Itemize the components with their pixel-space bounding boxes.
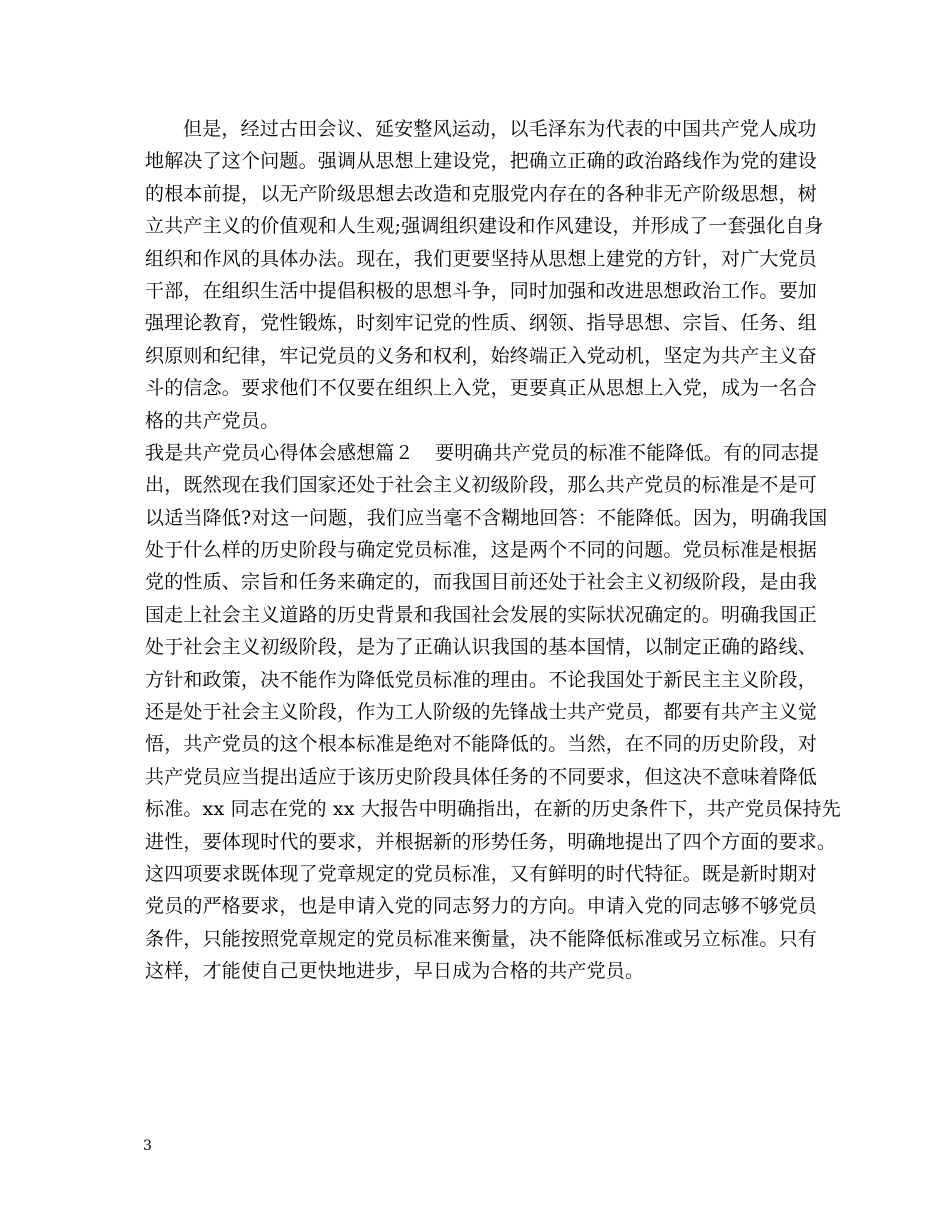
paragraph-line: 干部，在组织生活中提倡积极的思想斗争，同时加强和改进思想政治工作。要加: [145, 279, 818, 302]
document-body: [145, 113, 841, 988]
paragraph-line: 强理论教育，党性锻炼，时刻牢记党的性质、纲领、指导思想、宗旨、任务、组: [145, 312, 818, 335]
paragraph-line: 还是处于社会主义阶段，作为工人阶级的先锋战士共产党员，都要有共产主义觉: [145, 701, 818, 724]
page-number: 3: [143, 1138, 152, 1154]
paragraph-line: 方针和政策，决不能作为降低党员标准的理由。不论我国处于新民主主义阶段，: [145, 668, 818, 691]
paragraph-line: 但是，经过古田会议、延安整风运动，以毛泽东为代表的中国共产党人成功: [183, 118, 817, 140]
section-heading: 我是共产党员心得体会感想篇２: [145, 441, 414, 464]
paragraph-line: 党员的严格要求，也是申请入党的同志努力的方向。申请入党的同志够不够党员: [145, 895, 818, 918]
paragraph-line: 这样，才能使自己更快地进步，早日成为合格的共产党员。: [145, 960, 645, 983]
paragraph-line: 党的性质、宗旨和任务来确定的，而我国目前还处于社会主义初级阶段，是由我: [145, 571, 818, 594]
paragraph-line: 悟，共产党员的这个根本标准是绝对不能降低的。当然，在不同的历史阶段，对: [145, 733, 818, 756]
section-heading-line: [145, 437, 820, 469]
paragraph-line: 标准。xx 同志在党的 xx 大报告中明确指出，在新的历史条件下，共产党员保持先: [145, 798, 841, 821]
paragraph-line: 斗的信念。要求他们不仅要在组织上入党，更要真正从思想上入党，成为一名合: [145, 377, 818, 400]
paragraph-line: 进性，要体现时代的要求，并根据新的形势任务，明确地提出了四个方面的要求。: [145, 830, 837, 853]
section-first-line: 要明确共产党员的标准不能降低。有的同志提: [435, 441, 820, 464]
paragraph-line: 这四项要求既体现了党章规定的党员标准，又有鲜明的时代特征。既是新时期对: [145, 862, 818, 885]
paragraph-line: 的根本前提，以无产阶级思想去改造和克服党内存在的各种非无产阶级思想，树: [145, 182, 818, 205]
paragraph-line: 处于社会主义初级阶段，是为了正确认识我国的基本国情，以制定正确的路线、: [145, 636, 818, 659]
paragraph-line: 织原则和纪律，牢记党员的义务和权利，始终端正入党动机，坚定为共产主义奋: [145, 344, 818, 367]
paragraph-line: 处于什么样的历史阶段与确定党员标准，这是两个不同的问题。党员标准是根据: [145, 539, 818, 562]
paragraph-line: 以适当降低?对这一问题，我们应当毫不含糊地回答：不能降低。因为，明确我国: [145, 506, 828, 529]
paragraph-line: 立共产主义的价值观和人生观;强调组织建设和作风建设，并形成了一套强化自身: [145, 215, 824, 238]
paragraph-line: 组织和作风的具体办法。现在，我们更要坚持从思想上建党的方针，对广大党员: [145, 247, 818, 270]
paragraph-line: 共产党员应当提出适应于该历史阶段具体任务的不同要求，但这决不意味着降低: [145, 765, 818, 788]
paragraph-line: 国走上社会主义道路的历史背景和我国社会发展的实际状况确定的。明确我国正: [145, 603, 818, 626]
paragraph-line: 出，既然现在我们国家还处于社会主义初级阶段，那么共产党员的标准是不是可: [145, 474, 818, 497]
paragraph-line: 条件，只能按照党章规定的党员标准来衡量，决不能降低标准或另立标准。只有: [145, 927, 818, 950]
paragraph-line: 格的共产党员。: [145, 409, 280, 432]
paragraph-line: 地解决了这个问题。强调从思想上建设党，把确立正确的政治路线作为党的建设: [145, 150, 818, 173]
